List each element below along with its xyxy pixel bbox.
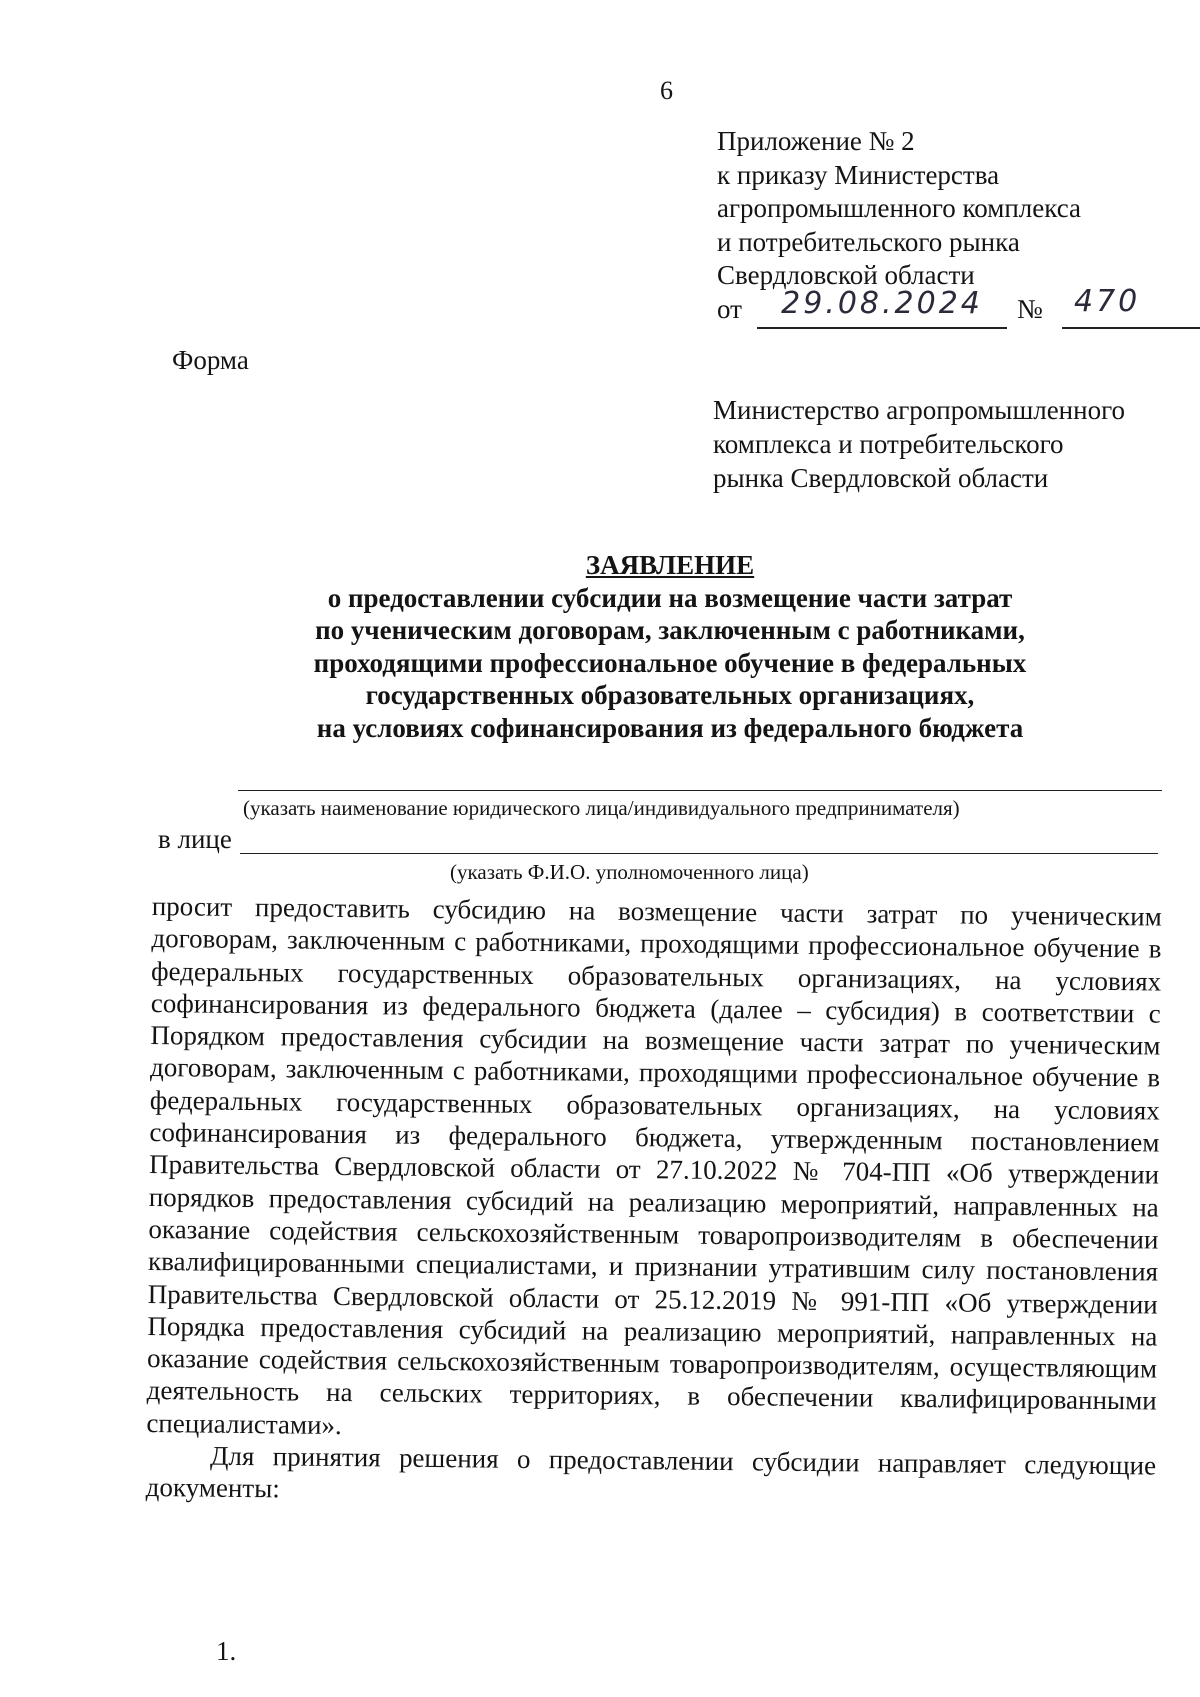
addressee-line: Министерство агропромышленного (713, 395, 1125, 425)
page-number: 6 (660, 76, 673, 105)
form-label: Форма (172, 345, 249, 375)
number-sign: № (1017, 293, 1043, 324)
title-line: проходящими профессиональное обучение в федеральных (313, 647, 1027, 678)
documents-paragraph: Для принятия решения о предоставлении субсидии направляет следующие документы: (145, 1440, 1157, 1504)
title-line: государственных образовательных организациях, (365, 680, 975, 710)
entity-name-hint: (указать наименование юридического лица/индивидуального предпринимателя) (243, 796, 960, 820)
appendix-block (717, 125, 1141, 333)
authorized-person-hint: (указать Ф.И.О. уполномоченного лица) (450, 860, 809, 884)
date-prefix: от (717, 293, 742, 324)
order-date-number-row (717, 283, 1141, 333)
document-title (200, 549, 1140, 744)
appendix-line: к приказу Министерства (717, 159, 1000, 190)
appendix-line: агропромышленного комплекса (717, 193, 1081, 223)
request-paragraph: просит предоставить субсидию на возмещение части затрат по ученическим договорам, заключенным с работниками, проходящими профессиональное обучение в федеральных государственных образовательных организациях, на условиях софинансирования из федерального бюджета (далее – субсидия) в соответствии с Порядком предоставления субсидии на возмещение части затрат по ученическим договорам, заключенным с работниками, проходящими профессиональное обучение в федеральных государственных образовательных организациях, на условиях софинансирования из федерального бюджета, утвержденным постановлением Правительства Свердловской области от 27.10.2022 № 704-ПП «Об утверждении порядков предоставления субсидий на реализацию мероприятий, направленных на оказание содействия сельскохозяйственным товаропроизводителям в обеспечении квалифицированными специалистами, и признании утратившим силу постановления Правительства Свердловской области от 25.12.2019 № 991-ПП «Об утверждении Порядка предоставления субсидий на реализацию мероприятий, направленных на оказание содействия сельскохозяйственным товаропроизводителям, осуществляющим деятельность на сельских территориях, в обеспечении квалифицированными специалистами». (146, 890, 1162, 1440)
order-date-field (757, 287, 1007, 329)
appendix-line: Свердловской области (717, 260, 975, 290)
handwritten-date: 29.08.2024 (781, 285, 983, 321)
handwritten-number: 470 (1074, 283, 1141, 319)
appendix-line: и потребительского рынка (717, 226, 1020, 257)
appendix-title: Приложение № 2 (717, 126, 915, 156)
title-line: по ученическим договорам, заключенным с работниками, (315, 615, 1025, 645)
title-heading: ЗАЯВЛЕНИЕ (585, 550, 755, 580)
title-line: на условиях софинансирования из федерального бюджета (316, 712, 1024, 743)
addressee-line: рынка Свердловской области (713, 463, 1049, 493)
authorized-person-line[interactable] (240, 853, 1158, 854)
order-number-field (1062, 285, 1200, 329)
title-line: о предоставлении субсидии на возмещение части затрат (327, 582, 1013, 613)
addressee-block (713, 393, 1125, 495)
in-person-label: в лице (158, 824, 232, 854)
document-list-item: 1. (216, 1636, 237, 1666)
entity-name-line[interactable] (238, 790, 1162, 791)
body-text (146, 890, 1162, 1514)
addressee-line: комплекса и потребительского (713, 429, 1064, 459)
